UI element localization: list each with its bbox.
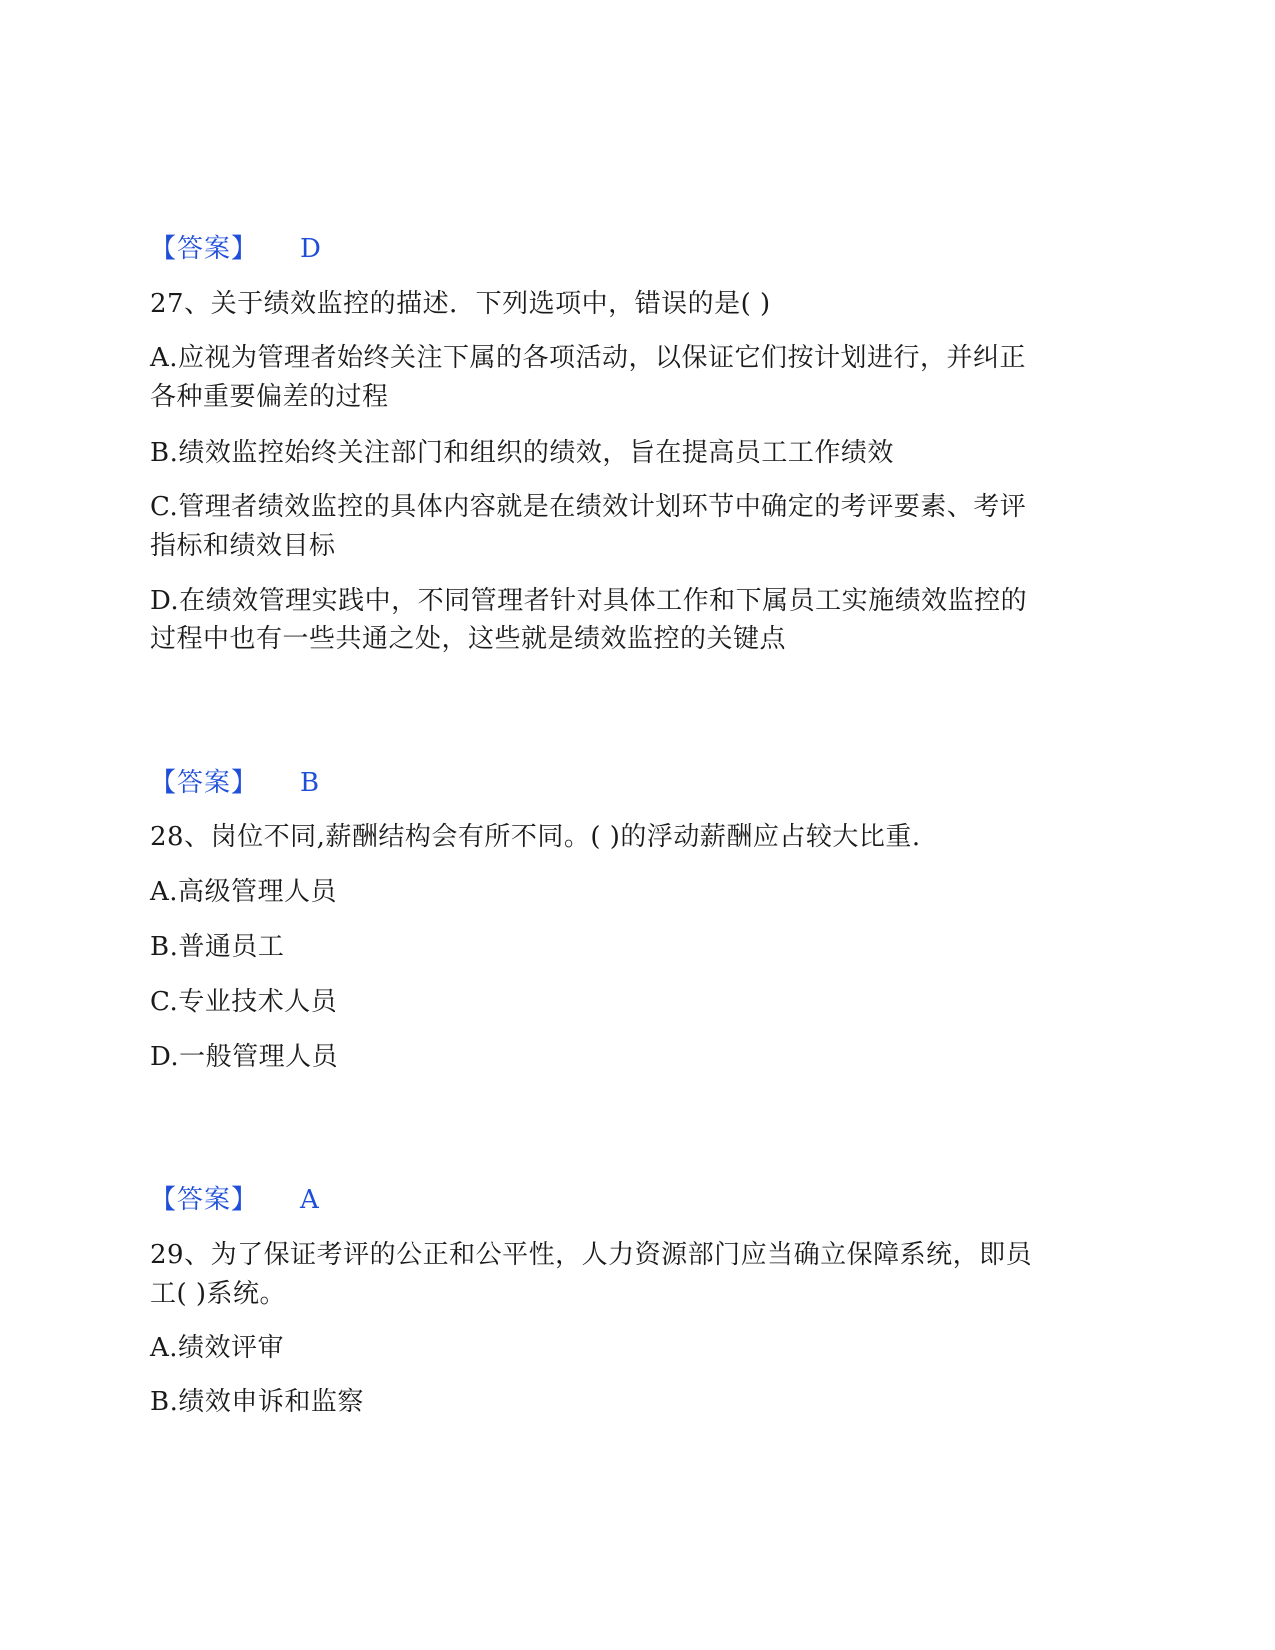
answer-line — [150, 229, 1110, 270]
option-27-c-cont: 指标和绩效目标 — [150, 531, 336, 561]
option-27-c: C.管理者绩效监控的具体内容就是在绩效计划环节中确定的考评要素、考评 — [150, 492, 1027, 522]
question-29: 29、为了保证考评的公正和公平性，人力资源部门应当确立保障系统，即员 — [150, 1240, 1033, 1270]
question-28: 28、岗位不同,薪酬结构会有所不同。( )的浮动薪酬应占较大比重. — [150, 822, 921, 852]
question-29-cont: 工( )系统。 — [150, 1279, 287, 1309]
option-29-a: A.绩效评审 — [150, 1333, 285, 1363]
option-29-b: B.绩效申诉和监察 — [150, 1387, 364, 1417]
answer-label: 【答案】 — [150, 1185, 259, 1215]
option-27-d: D.在绩效管理实践中，不同管理者针对具体工作和下属员工实施绩效监控的 — [150, 586, 1028, 616]
option-28-d: D.一般管理人员 — [150, 1042, 339, 1072]
option-28-b: B.普通员工 — [150, 932, 285, 962]
answer-label: 【答案】 — [150, 234, 259, 264]
answer-value: D — [300, 234, 322, 264]
answer-line — [150, 763, 1110, 804]
answer-value: B — [300, 768, 320, 798]
question-27: 27、关于绩效监控的描述．下列选项中，错误的是( ) — [150, 289, 771, 319]
option-27-a-cont: 各种重要偏差的过程 — [150, 382, 389, 412]
option-28-a: A.高级管理人员 — [150, 877, 338, 907]
option-27-b: B.绩效监控始终关注部门和组织的绩效，旨在提高员工工作绩效 — [150, 438, 894, 468]
option-27-d-cont: 过程中也有一些共通之处，这些就是绩效监控的关键点 — [150, 624, 787, 654]
answer-line — [150, 1180, 1110, 1221]
option-28-c: C.专业技术人员 — [150, 987, 338, 1017]
option-27-a: A.应视为管理者始终关注下属的各项活动，以保证它们按计划进行，并纠正 — [150, 343, 1027, 373]
answer-label: 【答案】 — [150, 768, 259, 798]
answer-value: A — [300, 1185, 320, 1215]
